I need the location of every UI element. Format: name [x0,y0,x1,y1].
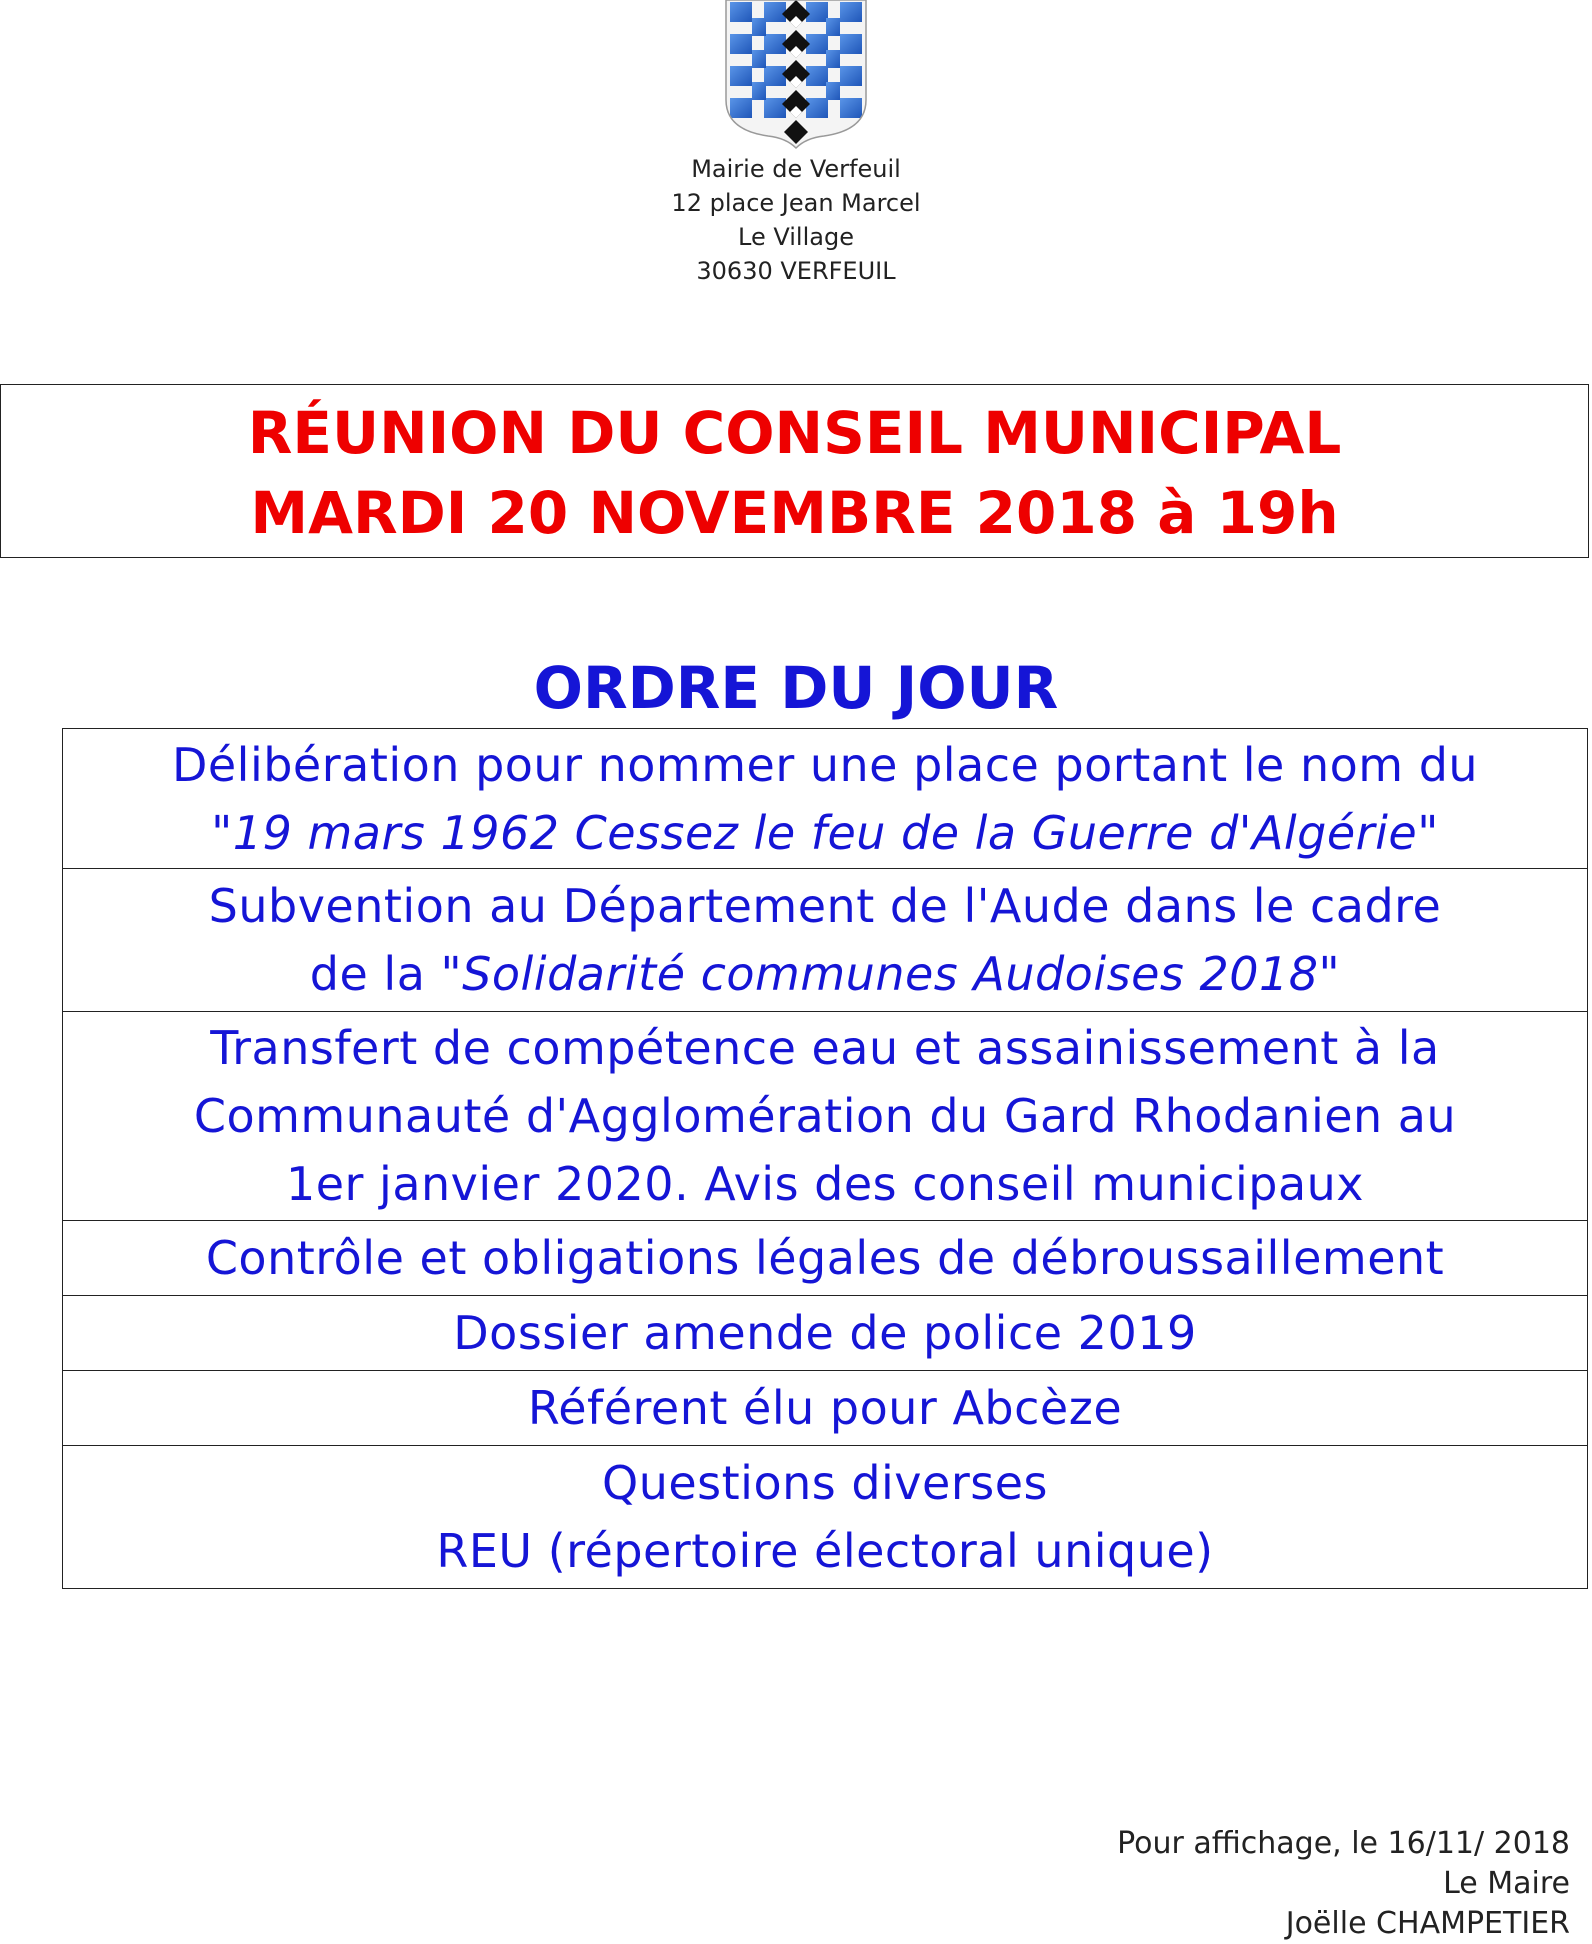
agenda-item [63,1446,1588,1589]
quote-mark: " [1417,805,1439,860]
agenda-item-text: Communauté d'Agglomération du Gard Rhodanien au [193,1089,1457,1143]
agenda-item [63,1296,1588,1371]
quote-mark: " [211,805,233,860]
agenda-item [63,1221,1588,1296]
agenda-item-text [69,940,1581,1008]
agenda-item [63,869,1588,1012]
quote-mark: " [1318,947,1341,1001]
agenda-row [63,1446,1588,1589]
agenda-item-prefix: de la " [309,947,463,1001]
agenda-item-text [69,799,1581,867]
agenda-item-text: Transfert de compétence eau et assainissement à la [210,1021,1440,1075]
agenda-row [63,1296,1588,1371]
agenda-item-text: 1er janvier 2020. Avis des conseil municipaux [285,1157,1365,1211]
agenda-item-italic: Solidarité communes Audoises 2018 [462,947,1319,1001]
address-line-city: 30630 VERFEUIL [696,257,896,285]
agenda-table [62,728,1588,1589]
agenda-item-text: REU (répertoire électoral unique) [436,1524,1214,1578]
mairie-address [496,152,1096,288]
address-line-street: 12 place Jean Marcel [671,189,921,217]
coat-of-arms-logo [724,0,868,150]
agenda-item-text: Référent élu pour Abcèze [527,1381,1123,1435]
agenda-item-text: Contrôle et obligations légales de débroussaillement [205,1231,1445,1285]
meeting-date: MARDI 20 NOVEMBRE 2018 à 19h [250,479,1339,547]
agenda-heading: ORDRE DU JOUR [533,654,1059,722]
agenda-item-text: Délibération pour nommer une place portant le nom du [171,737,1479,792]
agenda-row [63,1012,1588,1221]
agenda-row [63,869,1588,1012]
agenda-item [63,1371,1588,1446]
agenda-row [63,729,1588,869]
posting-date: Pour affichage, le 16/11/ 2018 [1117,1826,1570,1861]
meeting-title-box [0,384,1589,558]
mayor-name: Joëlle CHAMPETIER [1285,1906,1570,1941]
meeting-title: RÉUNION DU CONSEIL MUNICIPAL [247,399,1342,467]
agenda-row [63,1221,1588,1296]
agenda-item [63,1012,1588,1221]
agenda-item-italic: 19 mars 1962 Cessez le feu de la Guerre d'Algérie [232,805,1418,860]
mayor-title: Le Maire [1443,1866,1570,1901]
signature-block [1117,1824,1570,1944]
agenda-item-text: Subvention au Département de l'Aude dans le cadre [208,879,1442,933]
agenda-row [63,1371,1588,1446]
address-line-locality: Le Village [738,223,854,251]
agenda-item [63,729,1588,869]
agenda-item-text: Questions diverses [602,1456,1048,1510]
address-line-name: Mairie de Verfeuil [691,155,901,183]
agenda-item-text: Dossier amende de police 2019 [453,1306,1197,1360]
